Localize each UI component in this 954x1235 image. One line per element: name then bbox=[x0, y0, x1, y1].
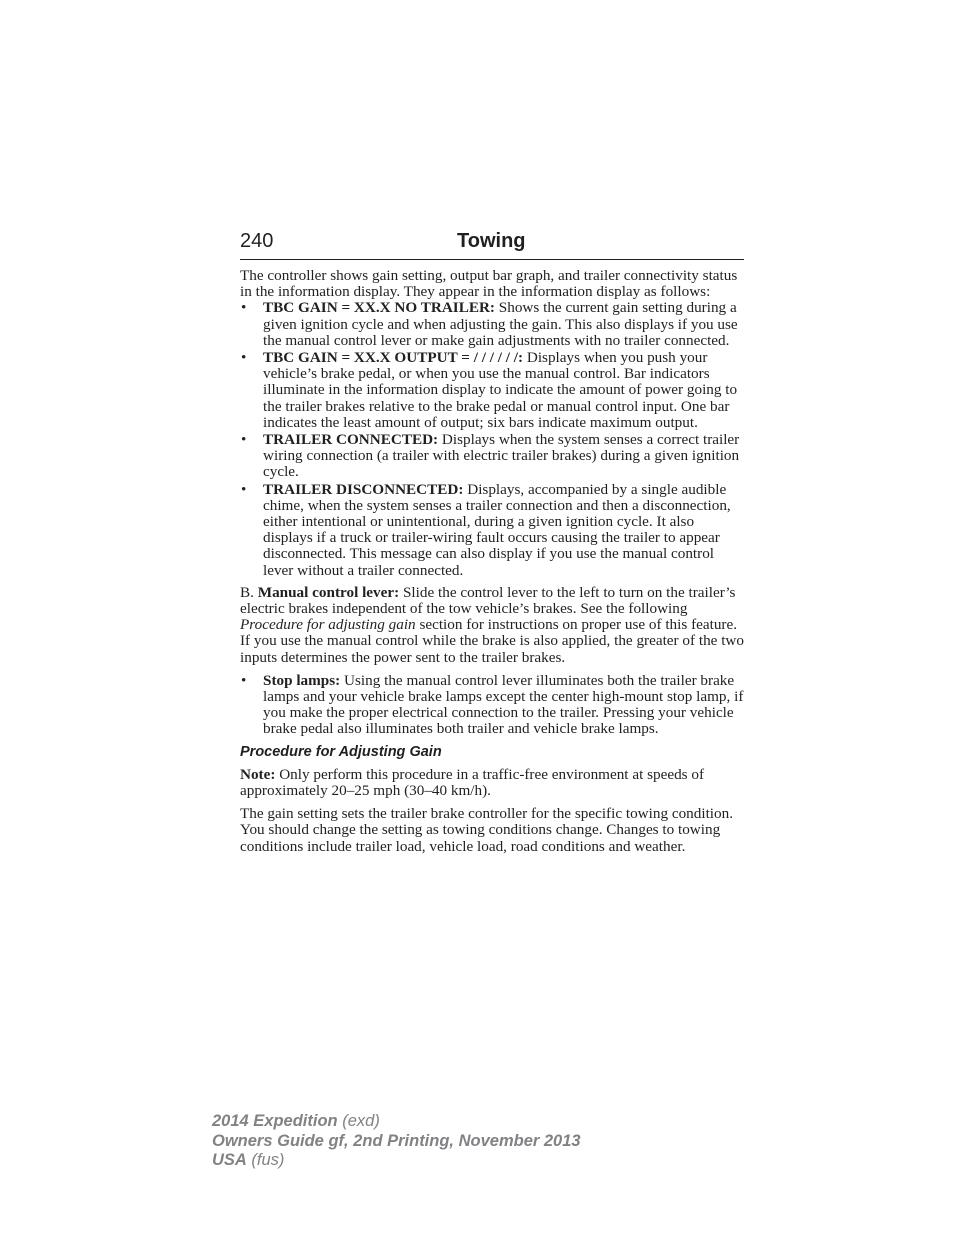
paragraph-text: section for instructions on proper use of this feature. If you use the manual control while the brake is also applied, the greater of the two inputs determines the power sent to the trailer brakes. bbox=[240, 616, 744, 666]
paragraph-label: Manual control lever: bbox=[257, 583, 400, 601]
item-label: TRAILER CONNECTED: bbox=[263, 431, 439, 449]
item-text: Displays when you push your vehicle’s brake pedal, or when you use the manual control. Bar indicators illuminate in the information display to indicate the amount of power going to the trailer brakes relative to the brake pedal or manual control input. One bar indicates the least amount of output; six bars indicate maximum output. bbox=[263, 349, 738, 431]
note-text: Only perform this procedure in a traffic-free environment at speeds of approximately 20–25 mph (30–40 km/h). bbox=[240, 765, 705, 799]
list-item bbox=[240, 673, 745, 738]
page-footer bbox=[212, 1112, 581, 1171]
bullet: • bbox=[241, 299, 247, 317]
bullet: • bbox=[241, 431, 247, 449]
section-title: Towing bbox=[457, 230, 526, 252]
item-text: Displays, accompanied by a single audible chime, when the system senses a trailer connection and then a disconnection, either intentional or unintentional, during a given ignition cycle. It also displays if a truck or trailer-wiring fault occurs causing the trailer to appear disconnected. This message can also display if you use the manual control lever without a trailer connected. bbox=[263, 480, 731, 579]
item-label: TBC GAIN = XX.X OUTPUT = / / / / / /: bbox=[263, 349, 524, 367]
stop-lamps-list bbox=[240, 673, 745, 738]
footer-market-code: (fus) bbox=[246, 1151, 285, 1169]
note-paragraph bbox=[240, 767, 745, 799]
footer-line-vehicle bbox=[212, 1112, 581, 1132]
procedure-heading: Procedure for Adjusting Gain bbox=[240, 743, 442, 760]
bullet: • bbox=[241, 671, 247, 689]
footer-line-guide bbox=[212, 1132, 581, 1152]
gain-setting-paragraph: The gain setting sets the trailer brake controller for the specific towing condition. You should change the setting as towing conditions change. Changes to towing conditions include trailer load, vehicle load, road conditions and weather. bbox=[240, 805, 734, 855]
display-messages-list bbox=[240, 300, 745, 578]
bullet: • bbox=[241, 349, 247, 367]
list-item bbox=[240, 350, 745, 431]
list-item bbox=[240, 432, 745, 481]
intro-paragraph: The controller shows gain setting, output bar graph, and trailer connectivity status in the information display. They appear in the information display as follows: bbox=[240, 267, 738, 301]
item-text: Shows the current gain setting during a given ignition cycle and when adjusting the gain. This also displays if you use the manual control lever or make gain adjustments with no trailer connected. bbox=[263, 299, 738, 349]
list-item bbox=[240, 300, 745, 349]
item-text: Using the manual control lever illuminates both the trailer brake lamps and your vehicle brake lamps except the center high-mount stop lamp, if you make the proper electrical connection to the trailer. Pressing your vehicle brake pedal also illuminates both trailer and vehicle brake lamps. bbox=[263, 671, 744, 738]
footer-line-market bbox=[212, 1151, 581, 1171]
footer-guide: Owners Guide gf, 2nd Printing, November 2013 bbox=[212, 1131, 581, 1150]
page-body bbox=[240, 268, 745, 862]
page-number: 240 bbox=[240, 230, 274, 252]
bullet: • bbox=[241, 480, 247, 498]
item-label: Stop lamps: bbox=[263, 671, 341, 689]
item-label: TBC GAIN = XX.X NO TRAILER: bbox=[263, 299, 495, 317]
procedure-reference: Procedure for adjusting gain bbox=[240, 616, 416, 634]
footer-market: USA bbox=[212, 1151, 247, 1169]
list-item bbox=[240, 482, 745, 579]
item-label: TRAILER DISCONNECTED: bbox=[263, 480, 464, 498]
footer-vehicle-code: (exd) bbox=[337, 1112, 380, 1130]
page-header bbox=[240, 229, 744, 260]
note-label: Note: bbox=[240, 765, 276, 783]
manual-control-lever-paragraph bbox=[240, 585, 745, 666]
item-text: Displays when the system senses a correct trailer wiring connection (a trailer with electric trailer brakes) during a given ignition cycle. bbox=[263, 431, 740, 481]
paragraph-prefix: B. bbox=[240, 583, 258, 601]
footer-vehicle: 2014 Expedition bbox=[212, 1112, 338, 1130]
paragraph-text: Slide the control lever to the left to turn on the trailer’s electric brakes independent of the tow vehicle’s brakes. See the following bbox=[240, 583, 736, 618]
